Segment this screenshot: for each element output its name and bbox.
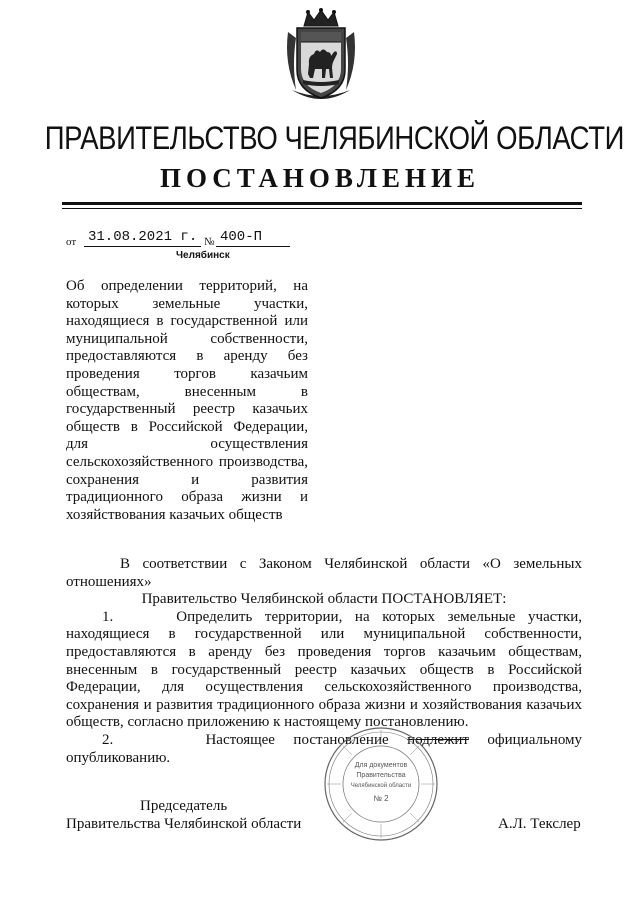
item1-line: находящиеся в государственной или муниципальной собственности, xyxy=(66,626,582,643)
preamble-text: В соответствии с Законом Челябинской области «О земельных xyxy=(120,556,582,572)
document-subject xyxy=(66,278,308,524)
item1-line: внесенным в государственный реестр казачьих обществ в Российской xyxy=(66,661,582,678)
number-label: № xyxy=(204,236,215,248)
item2-word: постановление xyxy=(293,731,389,748)
item2-number: 2. xyxy=(102,731,114,748)
header-rule-thick xyxy=(62,202,582,205)
subject-line: обществ в Российской Федерации, xyxy=(66,418,308,435)
seal-center-line: Правительства xyxy=(356,772,406,779)
signatory-name: А.Л. Текслер xyxy=(498,816,581,832)
subject-line: обществам, внесенным в xyxy=(66,383,308,400)
government-title: ПРАВИТЕЛЬСТВО ЧЕЛЯБИНСКОЙ ОБЛАСТИ xyxy=(44,120,624,156)
item2-word: официальному xyxy=(487,731,583,748)
chelyabinsk-coat-of-arms-icon xyxy=(282,8,360,108)
subject-line: государственный реестр казачьих xyxy=(66,401,308,418)
item2-word: Настоящее xyxy=(205,731,275,748)
subject-line: предоставляются в аренду без xyxy=(66,348,308,365)
preamble-line xyxy=(66,556,582,574)
subject-line: проведения торгов казачьим xyxy=(66,365,308,382)
item2-line: опубликованию. xyxy=(66,749,171,766)
header-rule-thin xyxy=(62,208,582,209)
signatory-title-line1: Председатель xyxy=(140,798,228,814)
subject-line: сохранения и развития xyxy=(66,471,308,488)
seal-number: № 2 xyxy=(373,794,389,803)
item1-text: Определить территории, на которых земельные участки, xyxy=(176,608,583,625)
item1-line: обществ, согласно приложению к настоящему постановлению. xyxy=(66,714,469,731)
resolves-line: Правительство Челябинской области ПОСТАНОВЛЯЕТ: xyxy=(141,591,507,608)
subject-line: находящиеся в государственной или xyxy=(66,313,308,330)
subject-line: традиционного образа жизни и xyxy=(66,489,308,506)
item1-number: 1. xyxy=(102,608,114,625)
preamble-line: отношениях» xyxy=(66,573,152,590)
item2-word: подлежит xyxy=(407,731,469,748)
document-number: 400-П xyxy=(216,229,290,247)
date-label: от xyxy=(66,236,77,248)
city-name: Челябинск xyxy=(176,250,230,261)
subject-line: для осуществления xyxy=(66,436,308,453)
item1-line: сохранения и развития традиционного образа жизни и хозяйствования казачьих xyxy=(66,696,582,713)
subject-line: которых земельные участки, xyxy=(66,295,308,312)
document-type: ПОСТАНОВЛЕНИЕ xyxy=(159,163,481,193)
seal-center-line: Для документов xyxy=(354,762,408,769)
item1-line: Федерации, для осуществления сельскохозяйственного производства, xyxy=(66,679,582,696)
official-seal-stamp xyxy=(322,725,440,843)
subject-line: Об определении территорий, на xyxy=(66,278,308,294)
signatory-title-line2: Правительства Челябинской области xyxy=(66,816,302,832)
document-date: 31.08.2021 г. xyxy=(84,229,201,247)
item1-line xyxy=(66,609,582,627)
subject-line: муниципальной собственности, xyxy=(66,330,308,347)
seal-center-line: Челябинской области xyxy=(350,783,412,789)
subject-line: хозяйствования казачьих обществ xyxy=(66,506,283,523)
item1-line: предоставляются в аренду без проведения торгов казачьим обществам, xyxy=(66,643,582,660)
subject-line: сельскохозяйственного производства, xyxy=(66,453,308,470)
